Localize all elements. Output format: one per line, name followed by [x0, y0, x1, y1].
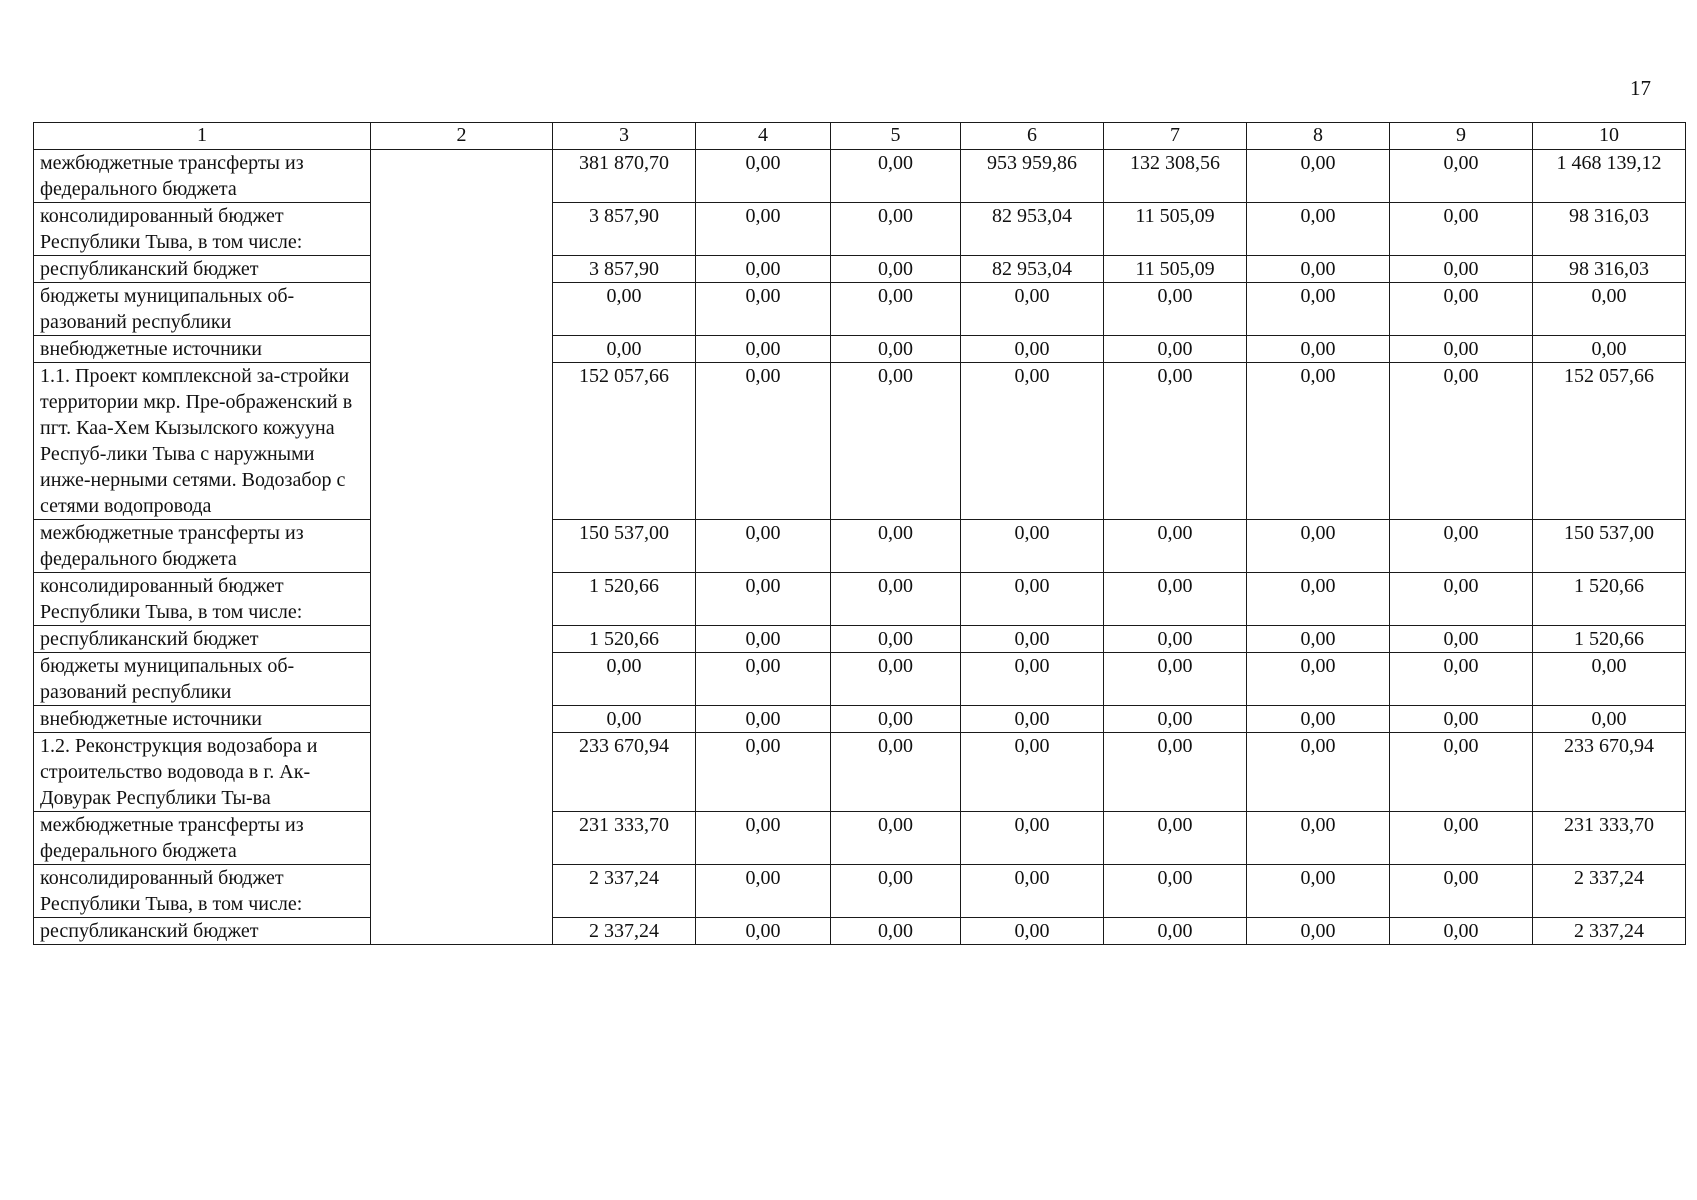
header-cell: 2	[371, 123, 553, 150]
value-cell: 0,00	[831, 653, 961, 706]
value-cell: 0,00	[1533, 653, 1686, 706]
table-row	[34, 203, 1686, 256]
header-cell: 10	[1533, 123, 1686, 150]
value-cell: 98 316,03	[1533, 203, 1686, 256]
value-cell: 0,00	[1390, 733, 1533, 812]
table-row	[34, 363, 1686, 520]
value-cell: 0,00	[831, 573, 961, 626]
row-label: республиканский бюджет	[34, 918, 371, 945]
value-cell: 0,00	[696, 283, 831, 336]
value-cell: 0,00	[831, 203, 961, 256]
value-cell: 0,00	[1104, 865, 1247, 918]
header-cell: 7	[1104, 123, 1247, 150]
table-row	[34, 706, 1686, 733]
value-cell: 82 953,04	[961, 203, 1104, 256]
value-cell: 0,00	[831, 733, 961, 812]
value-cell: 0,00	[1533, 336, 1686, 363]
budget-table	[33, 122, 1686, 945]
value-cell: 0,00	[696, 812, 831, 865]
value-cell: 0,00	[696, 918, 831, 945]
table-row	[34, 150, 1686, 203]
value-cell: 0,00	[961, 653, 1104, 706]
value-cell: 0,00	[831, 336, 961, 363]
value-cell: 0,00	[696, 865, 831, 918]
value-cell: 0,00	[1247, 626, 1390, 653]
row-label: республиканский бюджет	[34, 256, 371, 283]
value-cell: 0,00	[1390, 363, 1533, 520]
value-cell: 0,00	[696, 336, 831, 363]
value-cell: 2 337,24	[1533, 918, 1686, 945]
empty-cell	[371, 573, 553, 626]
value-cell: 231 333,70	[1533, 812, 1686, 865]
empty-cell	[371, 203, 553, 256]
value-cell: 0,00	[831, 520, 961, 573]
value-cell: 0,00	[1104, 733, 1247, 812]
value-cell: 233 670,94	[1533, 733, 1686, 812]
value-cell: 132 308,56	[1104, 150, 1247, 203]
value-cell: 0,00	[1104, 918, 1247, 945]
table-body	[34, 150, 1686, 945]
value-cell: 0,00	[1104, 336, 1247, 363]
value-cell: 0,00	[831, 256, 961, 283]
value-cell: 0,00	[1247, 283, 1390, 336]
row-label: консолидированный бюджет Республики Тыва, в том числе:	[34, 203, 371, 256]
page-number: 17	[1630, 76, 1651, 100]
value-cell: 0,00	[1390, 256, 1533, 283]
value-cell: 0,00	[1390, 653, 1533, 706]
value-cell: 0,00	[1247, 256, 1390, 283]
value-cell: 0,00	[831, 706, 961, 733]
value-cell: 2 337,24	[553, 865, 696, 918]
value-cell: 1 520,66	[553, 573, 696, 626]
value-cell: 0,00	[831, 812, 961, 865]
empty-cell	[371, 653, 553, 706]
value-cell: 0,00	[553, 653, 696, 706]
value-cell: 0,00	[696, 626, 831, 653]
value-cell: 0,00	[696, 573, 831, 626]
value-cell: 2 337,24	[1533, 865, 1686, 918]
value-cell: 1 468 139,12	[1533, 150, 1686, 203]
header-cell: 1	[34, 123, 371, 150]
header-cell: 9	[1390, 123, 1533, 150]
value-cell: 0,00	[1104, 573, 1247, 626]
value-cell: 233 670,94	[553, 733, 696, 812]
table-row	[34, 336, 1686, 363]
empty-cell	[371, 520, 553, 573]
value-cell: 0,00	[696, 733, 831, 812]
value-cell: 0,00	[1247, 150, 1390, 203]
header-cell: 4	[696, 123, 831, 150]
value-cell: 0,00	[1533, 283, 1686, 336]
header-cell: 5	[831, 123, 961, 150]
table-row	[34, 733, 1686, 812]
value-cell: 0,00	[1247, 918, 1390, 945]
empty-cell	[371, 626, 553, 653]
value-cell: 0,00	[1104, 283, 1247, 336]
header-cell: 8	[1247, 123, 1390, 150]
value-cell: 0,00	[961, 283, 1104, 336]
value-cell: 0,00	[961, 336, 1104, 363]
value-cell: 3 857,90	[553, 256, 696, 283]
value-cell: 98 316,03	[1533, 256, 1686, 283]
value-cell: 150 537,00	[1533, 520, 1686, 573]
value-cell: 0,00	[831, 150, 961, 203]
empty-cell	[371, 812, 553, 865]
value-cell: 0,00	[831, 363, 961, 520]
value-cell: 0,00	[1247, 812, 1390, 865]
row-label: 1.1. Проект комплексной за-стройки территории мкр. Пре-ображенский в пгт. Каа-Хем Кызылского кожууна Респуб-лики Тыва с наружными инже-нерными сетями. Водозабор с сетями водопровода	[34, 363, 371, 520]
table-row	[34, 520, 1686, 573]
value-cell: 0,00	[961, 573, 1104, 626]
value-cell: 231 333,70	[553, 812, 696, 865]
value-cell: 0,00	[1247, 865, 1390, 918]
value-cell: 0,00	[696, 363, 831, 520]
value-cell: 0,00	[696, 706, 831, 733]
value-cell: 0,00	[1247, 706, 1390, 733]
value-cell: 0,00	[553, 706, 696, 733]
empty-cell	[371, 283, 553, 336]
value-cell: 0,00	[1247, 520, 1390, 573]
value-cell: 0,00	[961, 812, 1104, 865]
value-cell: 150 537,00	[553, 520, 696, 573]
value-cell: 0,00	[831, 865, 961, 918]
value-cell: 2 337,24	[553, 918, 696, 945]
value-cell: 0,00	[1533, 706, 1686, 733]
value-cell: 0,00	[961, 706, 1104, 733]
value-cell: 0,00	[831, 626, 961, 653]
value-cell: 0,00	[961, 363, 1104, 520]
value-cell: 1 520,66	[1533, 626, 1686, 653]
value-cell: 0,00	[1247, 653, 1390, 706]
table-row	[34, 256, 1686, 283]
value-cell: 0,00	[1247, 336, 1390, 363]
value-cell: 0,00	[553, 336, 696, 363]
value-cell: 0,00	[1104, 812, 1247, 865]
value-cell: 381 870,70	[553, 150, 696, 203]
row-label: межбюджетные трансферты из федерального бюджета	[34, 812, 371, 865]
value-cell: 0,00	[1390, 626, 1533, 653]
row-label: консолидированный бюджет Республики Тыва, в том числе:	[34, 573, 371, 626]
value-cell: 3 857,90	[553, 203, 696, 256]
empty-cell	[371, 336, 553, 363]
value-cell: 11 505,09	[1104, 203, 1247, 256]
value-cell: 0,00	[1390, 573, 1533, 626]
value-cell: 0,00	[1390, 865, 1533, 918]
value-cell: 0,00	[831, 283, 961, 336]
value-cell: 0,00	[1247, 363, 1390, 520]
table-row	[34, 626, 1686, 653]
value-cell: 0,00	[1104, 653, 1247, 706]
value-cell: 953 959,86	[961, 150, 1104, 203]
header-cell: 6	[961, 123, 1104, 150]
value-cell: 1 520,66	[553, 626, 696, 653]
value-cell: 152 057,66	[1533, 363, 1686, 520]
value-cell: 0,00	[1104, 520, 1247, 573]
table-row	[34, 573, 1686, 626]
value-cell: 0,00	[553, 283, 696, 336]
value-cell: 0,00	[831, 918, 961, 945]
value-cell: 0,00	[696, 150, 831, 203]
empty-cell	[371, 706, 553, 733]
value-cell: 0,00	[961, 865, 1104, 918]
value-cell: 0,00	[1390, 283, 1533, 336]
value-cell: 0,00	[696, 520, 831, 573]
empty-cell	[371, 150, 553, 203]
value-cell: 82 953,04	[961, 256, 1104, 283]
table-row	[34, 918, 1686, 945]
row-label: республиканский бюджет	[34, 626, 371, 653]
value-cell: 0,00	[1390, 918, 1533, 945]
value-cell: 0,00	[696, 256, 831, 283]
empty-cell	[371, 363, 553, 520]
table-row	[34, 283, 1686, 336]
value-cell: 0,00	[961, 520, 1104, 573]
value-cell: 0,00	[961, 626, 1104, 653]
empty-cell	[371, 865, 553, 918]
row-label: межбюджетные трансферты из федерального бюджета	[34, 150, 371, 203]
value-cell: 0,00	[961, 918, 1104, 945]
value-cell: 0,00	[1104, 626, 1247, 653]
value-cell: 0,00	[1390, 706, 1533, 733]
value-cell: 0,00	[1247, 733, 1390, 812]
empty-cell	[371, 256, 553, 283]
empty-cell	[371, 733, 553, 812]
value-cell: 0,00	[1390, 150, 1533, 203]
header-row	[34, 123, 1686, 150]
value-cell: 0,00	[1390, 812, 1533, 865]
value-cell: 0,00	[1104, 363, 1247, 520]
value-cell: 152 057,66	[553, 363, 696, 520]
value-cell: 0,00	[696, 653, 831, 706]
value-cell: 0,00	[1390, 336, 1533, 363]
row-label: межбюджетные трансферты из федерального бюджета	[34, 520, 371, 573]
table-row	[34, 865, 1686, 918]
table-row	[34, 812, 1686, 865]
row-label: внебюджетные источники	[34, 336, 371, 363]
row-label: 1.2. Реконструкция водозабора и строительство водовода в г. Ак-Довурак Республики Ты-ва	[34, 733, 371, 812]
row-label: внебюджетные источники	[34, 706, 371, 733]
value-cell: 0,00	[1390, 203, 1533, 256]
value-cell: 0,00	[1390, 520, 1533, 573]
empty-cell	[371, 918, 553, 945]
value-cell: 0,00	[961, 733, 1104, 812]
value-cell: 0,00	[696, 203, 831, 256]
row-label: бюджеты муниципальных об-разований республики	[34, 283, 371, 336]
value-cell: 1 520,66	[1533, 573, 1686, 626]
value-cell: 0,00	[1247, 573, 1390, 626]
table-row	[34, 653, 1686, 706]
row-label: консолидированный бюджет Республики Тыва, в том числе:	[34, 865, 371, 918]
row-label: бюджеты муниципальных об-разований республики	[34, 653, 371, 706]
header-cell: 3	[553, 123, 696, 150]
value-cell: 11 505,09	[1104, 256, 1247, 283]
value-cell: 0,00	[1247, 203, 1390, 256]
value-cell: 0,00	[1104, 706, 1247, 733]
